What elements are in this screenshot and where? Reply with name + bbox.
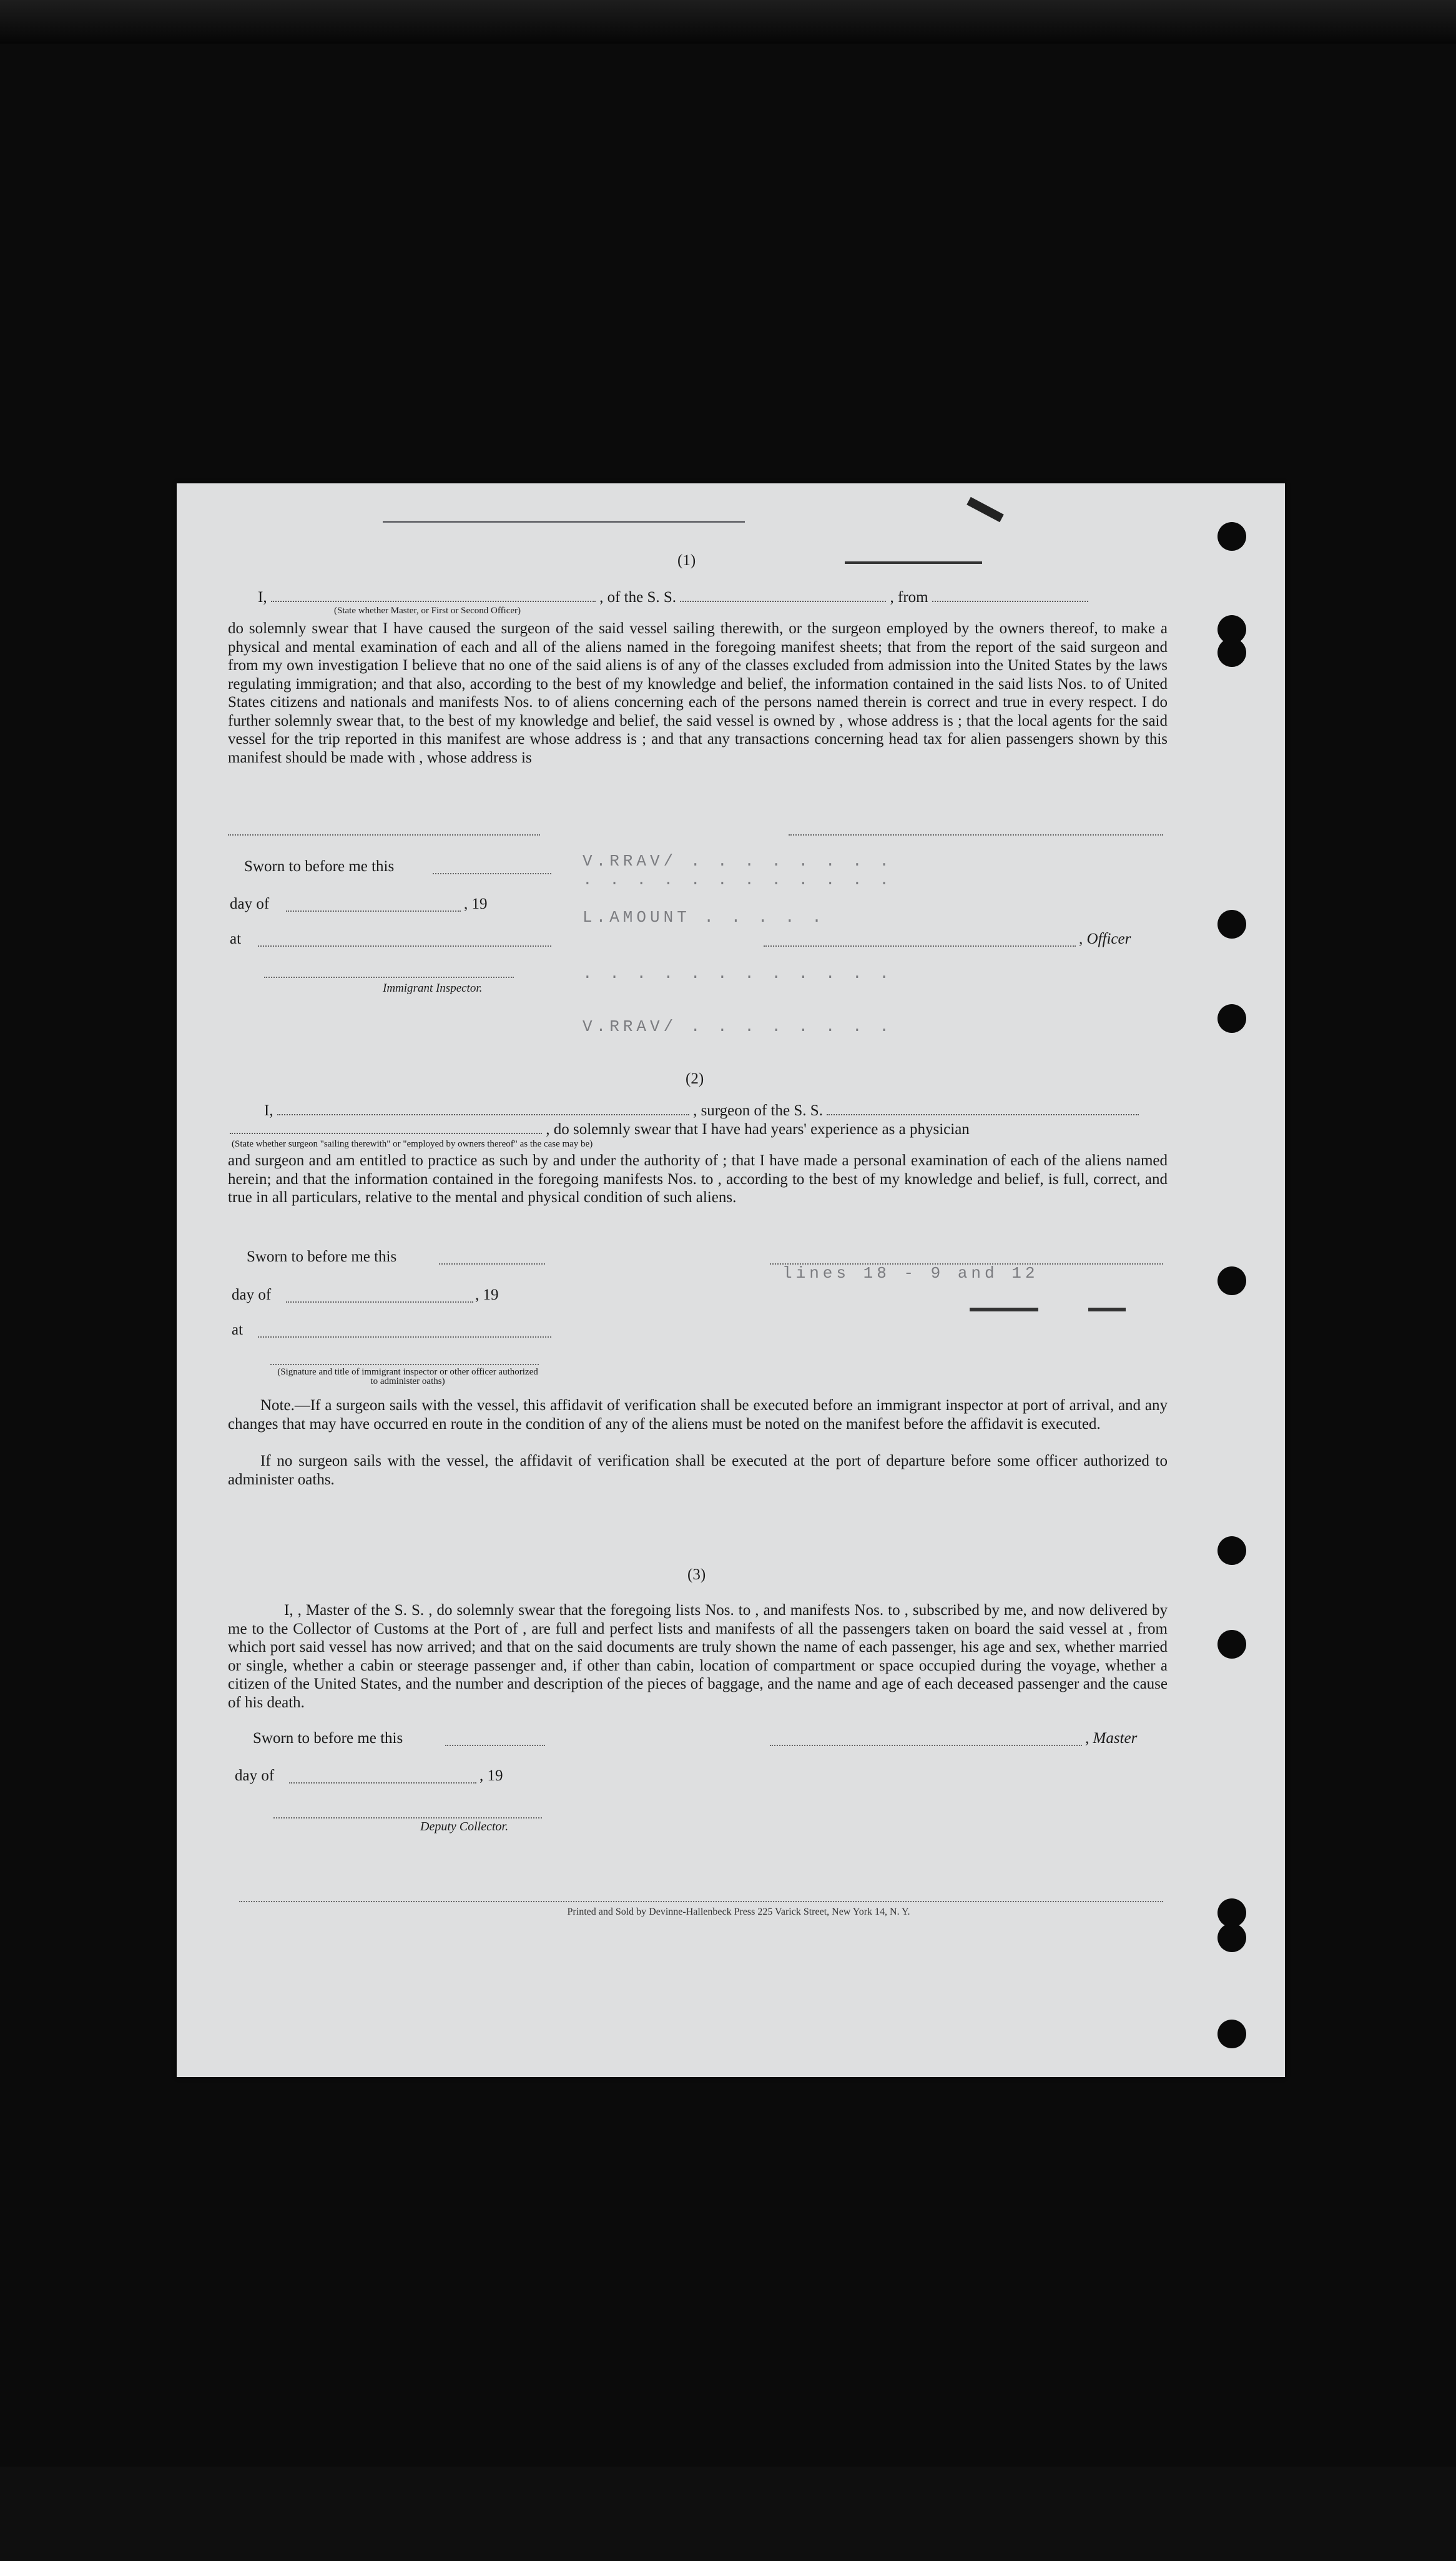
scanner-top-band xyxy=(0,0,1456,44)
section2-heading: (2) xyxy=(686,1070,704,1087)
section3-sworn-label: Sworn to before me this xyxy=(253,1730,403,1747)
section2-note1: Note.—If a surgeon sails with the vessel, this affidavit of verification shall be executed before an immigrant inspector at port of arrival, and any changes that may have occurred en route in the condition of any of the aliens must be noted on the manifest before the affidavit is executed. xyxy=(228,1397,1168,1433)
section2-signature-note: (Signature and title of immigrant inspector or other officer authorized to administer oaths) xyxy=(277,1367,538,1386)
section2-note2: If no surgeon sails with the vessel, the affidavit of verification shall be executed at the port of departure before some officer authorized to administer oaths. xyxy=(228,1453,1168,1488)
section1-state-note: (State whether Master, or First or Second Officer) xyxy=(334,606,521,616)
footer-rule xyxy=(239,1901,1163,1902)
day-line xyxy=(286,1301,473,1303)
section2-i: I, xyxy=(264,1102,273,1119)
master-label: , Master xyxy=(1085,1730,1138,1747)
binder-hole xyxy=(1217,1004,1246,1033)
punch-mark xyxy=(967,497,1004,523)
section2-year-label: , 19 xyxy=(475,1286,499,1303)
at-line xyxy=(258,945,551,947)
section1-address-line xyxy=(228,834,540,836)
binder-hole xyxy=(1217,638,1246,667)
bleed-mark xyxy=(1088,1308,1126,1311)
section1-i: I, xyxy=(258,589,267,606)
section1-year-label: , 19 xyxy=(464,896,488,912)
section2-state-note: (State whether surgeon "sailing therewith" or "employed by owners thereof" as the case may be) xyxy=(232,1139,593,1149)
faint-lines-ref: lines 18 - 9 and 12 xyxy=(782,1264,1039,1283)
sworn-line xyxy=(433,873,551,874)
day-line xyxy=(286,910,461,912)
officer-line xyxy=(764,945,1076,947)
binder-hole xyxy=(1217,522,1246,551)
surgeon-signature-line xyxy=(770,1263,1163,1265)
section1-day-label: day of xyxy=(230,896,270,912)
section2-years-text: , do solemnly swear that I have had years' experience as a physician xyxy=(546,1121,970,1138)
binder-hole xyxy=(1217,1630,1246,1659)
binder-hole xyxy=(1217,910,1246,939)
binder-hole xyxy=(1217,1923,1246,1952)
section2-day-label: day of xyxy=(232,1286,272,1303)
section3-paragraph: I, , Master of the S. S. , do solemnly swear that the foregoing lists Nos. to , and manifests Nos. to , subscribed by me, and now delivered by me to the Collector of Customs at the Port of , are full and perfect lists and manifests of all the passengers taken on board the said vessel at , from which port said vessel has now arrived; and that on the said documents are truly shown the name of each passenger, his age and sex, whether married or single, whether a cabin or steerage passenger and, if other than cabin, location of compartment or space occupied during the voyage, whether a citizen of the United States, and the number and description of the pieces of baggage, and the name and age of each deceased passenger and the cause of his death. xyxy=(228,1602,1168,1711)
at-line xyxy=(258,1336,551,1338)
section2-years-line xyxy=(230,1120,1166,1138)
bleed-mark xyxy=(970,1308,1038,1311)
section1-heading: (1) xyxy=(677,552,696,569)
section1-paragraph: do solemnly swear that I have caused the surgeon of the said vessel sailing therewith, or the surgeon employed by the owners thereof, to make a physical and mental examination of each and all of the aliens named in the foregoing manifest sheets; that from the report of the said surgeon and from my own investigation I believe that no one of the said aliens is of any of the classes excluded from admission into the United States by the laws regulating immigration; and that also, according to the best of my knowledge and belief, the information contained in the said lists Nos. to of United States citizens and nationals and manifests Nos. to of aliens concerning each of the persons named therein is correct and true in every respect. I do further solemnly swear that, to the best of my knowledge and belief, the said vessel is owned by , whose address is ; that the local agents for the said vessel for the trip reported in this manifest are whose address is ; and that any transactions concerning head tax for alien passengers shown by this manifest should be made with , whose address is xyxy=(228,620,1168,766)
section1-address-line xyxy=(789,834,1163,836)
section2-paragraph: and surgeon and am entitled to practice as such by and under the authority of ; that I have made a personal examination of each of the aliens named herein; and that the information contained in the foregoing manifests Nos. to , according to the best of my knowledge and belief, is full, correct, and true in all particulars, relative to the mental and physical condition of such aliens. xyxy=(228,1152,1168,1206)
section2-surgeon-ss: , surgeon of the S. S. xyxy=(693,1102,823,1119)
binder-hole xyxy=(1217,1536,1246,1565)
deputy-label: Deputy Collector. xyxy=(420,1820,509,1833)
section3-heading: (3) xyxy=(687,1566,706,1583)
binder-hole xyxy=(1217,2020,1246,2048)
signature-line xyxy=(270,1364,539,1365)
sworn-line xyxy=(439,1263,545,1265)
section1-sworn-label: Sworn to before me this xyxy=(244,858,395,875)
section1-oath-line xyxy=(258,588,1194,606)
section1-from: , from xyxy=(890,589,928,606)
section1-at-label: at xyxy=(230,930,242,947)
inspector-line xyxy=(264,977,514,978)
inspector-label: Immigrant Inspector. xyxy=(383,982,483,995)
officer-label: , Officer xyxy=(1079,930,1131,947)
sworn-line xyxy=(445,1745,545,1746)
section2-at-label: at xyxy=(232,1321,243,1338)
printer-credit: Printed and Sold by Devinne-Hallenbeck Press 225 Varick Street, New York 14, N. Y. xyxy=(567,1907,910,1917)
section3-day-label: day of xyxy=(235,1767,275,1784)
section2-oath-line xyxy=(264,1102,1201,1120)
section3-year-label: , 19 xyxy=(480,1767,503,1784)
manifest-page: (1) I, , of the S. S. , from (State whether Master, or First or Second Officer) do solemnly swear that I have caused the surgeon of the said vessel sailing therewith, or the surgeon employed by the owners thereof, to make a physical and mental examination of each and all of the aliens named in the foregoing manifest sheets; that from the report of the said surgeon and from my own investigation I believe that no one of the said aliens is of any of the classes excluded from admission into the United States by the laws regulating immigration; and that also, according to the best of my knowledge and belief, the information contained in the said lists Nos. to of United States citizens and nationals and manifests Nos. to of aliens concerning each of the persons named therein is correct and true in every respect. I do further solemnly swear that, to the best of my knowledge and belief, the said vessel is owned by , whose address is ; that the local agents for the said vessel for the trip reported in this manifest are whose address is ; and that any transactions concerning head tax for alien passengers shown by this manifest should be made with , whose address is Sworn to before me this day of , 19 at , Officer Immigrant Inspector. V.RRAV/ . . . . . . . . . . . . . . . . . . . . L.AMOUNT . . . . . . . . . . . . . . . . . V.RRAV/ . . . . . . . . lines 18 - 9 and 12 (2) I, , surgeon of the S. S. , do solemnly swear that I have had years' experience as a physician (State whether surgeon "sailing therewith" or "employed by owners thereof" as the case may be) and surgeon and am entitled to practice as such by and under the authority of ; that I have made a personal examination of each of the aliens named herein; and that the information contained in the foregoing manifests Nos. to , according to the best of my knowledge and belief, is full, correct, and true in all particulars, relative to the mental and physical condition of such aliens. Sworn to before me this day of , 19 at (Signature and title of immigrant inspector or other officer authorized to administer oaths) Note.—If a surgeon sails with the vessel, this affidavit of verification shall be executed before an immigrant inspector at port of arrival, and any changes that may have occurred en route in the condition of any of the aliens must be noted on the manifest before the affidavit is executed. If no surgeon sails with the vessel, the affidavit of verification shall be executed at the port of departure before some officer authorized to administer oaths. (3) I, , Master of the S. S. , do solemnly swear that the foregoing lists Nos. to , and manifests Nos. to , subscribed by me, and now delivered by me to the Collector of Customs at the Port of , are full and perfect lists and manifests of all the passengers taken on board the said vessel at , from which port said vessel has now arrived; and that on the said documents are truly shown the name of each passenger, his age and sex, whether married or single, whether a cabin or steerage passenger and, if other than cabin, location of compartment or space occupied during the voyage, whether a citizen of the United States, and the number and description of the pieces of baggage, and the name and age of each deceased passenger and the cause of his death. Sworn to before me this , Master day of , 19 Deputy Collector. Printed and Sold by Devinne-Hallenbeck Press 225 Varick Street, New York 14, N. Y. xyxy=(177,483,1285,2077)
section2-sworn-label: Sworn to before me this xyxy=(247,1248,397,1265)
binder-hole xyxy=(1217,1266,1246,1295)
master-signature-line xyxy=(770,1745,1082,1746)
deputy-line xyxy=(273,1817,542,1818)
bleed-mark xyxy=(383,521,745,523)
section1-of-ss: , of the S. S. xyxy=(599,589,677,606)
scanner-bottom-band xyxy=(0,2467,1456,2561)
bleed-mark xyxy=(845,561,982,564)
day-line xyxy=(289,1782,476,1784)
